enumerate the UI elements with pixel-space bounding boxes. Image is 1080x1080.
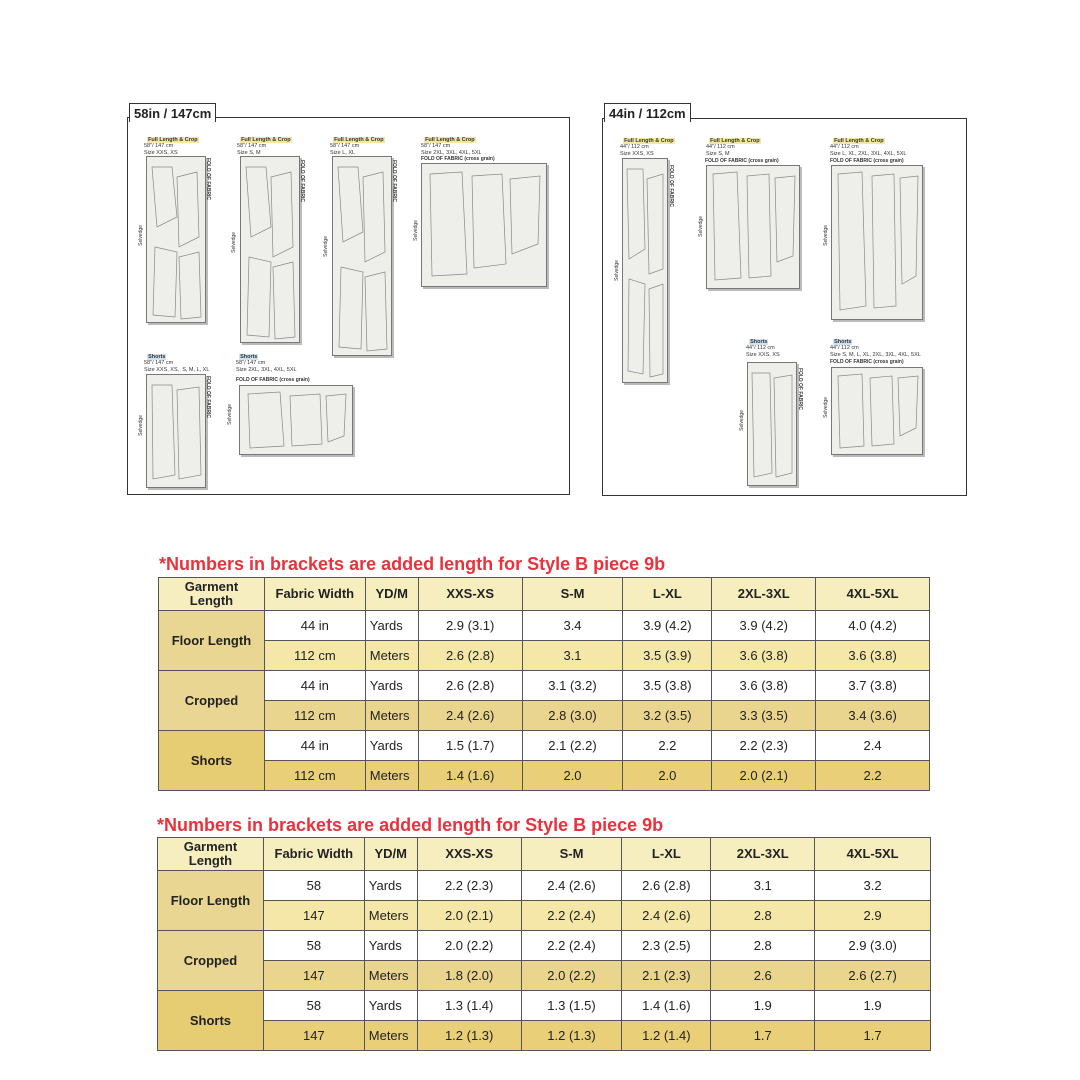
unit-cell: Yards xyxy=(364,991,417,1021)
table-row xyxy=(159,731,930,761)
selvedge-label: Selvedge xyxy=(413,220,419,241)
layout-label: Shorts 58"/ 147 cm Size XXS, XS, S, M, L, XL xyxy=(144,353,210,373)
cutting-layout-diagram xyxy=(706,165,800,289)
selvedge-label: Selvedge xyxy=(823,225,829,246)
value-cell: 3.1 (3.2) xyxy=(522,671,623,701)
fabric-width-cell: 58 xyxy=(263,871,364,901)
unit-cell: Yards xyxy=(364,931,417,961)
col-header: L-XL xyxy=(623,578,712,611)
value-cell: 2.0 (2.2) xyxy=(417,931,521,961)
table-row xyxy=(158,991,931,1021)
yardage-table-44in xyxy=(158,577,930,791)
cutting-layout-diagram xyxy=(332,156,392,356)
col-header: S-M xyxy=(522,578,623,611)
value-cell: 2.0 xyxy=(623,761,712,791)
fold-cross-label: FOLD OF FABRIC (cross grain) xyxy=(830,158,904,164)
fabric-width-cell: 58 xyxy=(263,991,364,1021)
unit-cell: Meters xyxy=(364,1021,417,1051)
unit-cell: Yards xyxy=(365,611,418,641)
col-header: YD/M xyxy=(365,578,418,611)
fabric-width-cell: 44 in xyxy=(264,731,365,761)
fabric-width-cell: 44 in xyxy=(264,671,365,701)
panel-title-44in: 44in / 112cm xyxy=(604,103,691,122)
cutting-layout-diagram xyxy=(146,374,206,488)
value-cell: 2.6 (2.8) xyxy=(418,641,522,671)
layout-label: Shorts 58"/ 147 cm Size 2XL, 3XL, 4XL, 5XL xyxy=(236,353,297,373)
cutting-layout-diagram xyxy=(146,156,206,323)
value-cell: 2.2 (2.4) xyxy=(521,901,622,931)
fabric-width-cell: 58 xyxy=(263,931,364,961)
value-cell: 3.7 (3.8) xyxy=(816,671,930,701)
unit-cell: Meters xyxy=(364,901,417,931)
cutting-layout-diagram xyxy=(831,367,923,455)
cutting-layout-diagram xyxy=(239,385,353,455)
value-cell: 3.2 (3.5) xyxy=(623,701,712,731)
selvedge-label: Selvedge xyxy=(231,232,237,253)
cutting-layout-diagram xyxy=(747,362,797,486)
selvedge-label: Selvedge xyxy=(614,260,620,281)
col-header: L-XL xyxy=(622,838,711,871)
value-cell: 3.5 (3.8) xyxy=(623,671,712,701)
value-cell: 1.5 (1.7) xyxy=(418,731,522,761)
fabric-width-cell: 147 xyxy=(263,901,364,931)
layout-label: Full Length & Crop 58"/ 147 cm Size 2XL, 3XL, 4XL, 5XL xyxy=(421,136,482,156)
selvedge-label: Selvedge xyxy=(323,236,329,257)
fold-cross-label: FOLD OF FABRIC (cross grain) xyxy=(421,156,495,162)
value-cell: 3.4 (3.6) xyxy=(816,701,930,731)
table-row xyxy=(158,931,931,961)
col-header: 2XL-3XL xyxy=(712,578,816,611)
col-header: Fabric Width xyxy=(263,838,364,871)
value-cell: 2.2 xyxy=(623,731,712,761)
col-header: 4XL-5XL xyxy=(815,838,931,871)
fold-label: FOLD OF FABRIC xyxy=(668,165,674,207)
fabric-width-cell: 44 in xyxy=(264,611,365,641)
table-row xyxy=(159,671,930,701)
value-cell: 2.4 xyxy=(816,731,930,761)
cutting-layout-diagram xyxy=(421,163,547,287)
value-cell: 2.8 (3.0) xyxy=(522,701,623,731)
value-cell: 2.0 xyxy=(522,761,623,791)
fold-cross-label: FOLD OF FABRIC (cross grain) xyxy=(830,359,904,365)
table-row xyxy=(159,761,930,791)
value-cell: 2.6 xyxy=(711,961,815,991)
unit-cell: Yards xyxy=(364,871,417,901)
table-header-row xyxy=(158,838,931,871)
fold-label: FOLD OF FABRIC xyxy=(391,160,397,202)
value-cell: 1.7 xyxy=(815,1021,931,1051)
layout-label: Full Length & Crop 58"/ 147 cm Size S, M xyxy=(237,136,291,156)
value-cell: 3.1 xyxy=(711,871,815,901)
group-label: Shorts xyxy=(158,991,264,1051)
table-row xyxy=(158,961,931,991)
value-cell: 3.6 (3.8) xyxy=(816,641,930,671)
cutting-layout-diagram xyxy=(240,156,300,343)
selvedge-label: Selvedge xyxy=(227,404,233,425)
value-cell: 2.0 (2.1) xyxy=(712,761,816,791)
value-cell: 2.4 (2.6) xyxy=(521,871,622,901)
value-cell: 2.9 (3.1) xyxy=(418,611,522,641)
layout-label: Shorts 44"/ 112 cm Size XXS, XS xyxy=(746,338,780,358)
value-cell: 3.4 xyxy=(522,611,623,641)
group-label: Cropped xyxy=(159,671,265,731)
fold-label: FOLD OF FABRIC xyxy=(205,158,211,200)
value-cell: 1.3 (1.4) xyxy=(417,991,521,1021)
value-cell: 3.1 xyxy=(522,641,623,671)
value-cell: 2.0 (2.1) xyxy=(417,901,521,931)
value-cell: 3.9 (4.2) xyxy=(623,611,712,641)
value-cell: 1.4 (1.6) xyxy=(622,991,711,1021)
value-cell: 2.4 (2.6) xyxy=(418,701,522,731)
unit-cell: Meters xyxy=(364,961,417,991)
value-cell: 3.9 (4.2) xyxy=(712,611,816,641)
col-header: XXS-XS xyxy=(418,578,522,611)
panel-title-58in: 58in / 147cm xyxy=(129,103,216,122)
value-cell: 1.3 (1.5) xyxy=(521,991,622,1021)
col-header: Garment Length xyxy=(159,578,265,611)
fabric-width-cell: 112 cm xyxy=(264,761,365,791)
selvedge-label: Selvedge xyxy=(739,410,745,431)
table-row xyxy=(159,611,930,641)
table-row xyxy=(158,1021,931,1051)
table-row xyxy=(158,871,931,901)
cutting-layout-diagram xyxy=(622,158,668,383)
fabric-width-cell: 147 xyxy=(263,961,364,991)
selvedge-label: Selvedge xyxy=(138,225,144,246)
table-row xyxy=(158,901,931,931)
table-note: *Numbers in brackets are added length for Style B piece 9b xyxy=(157,815,664,835)
value-cell: 1.4 (1.6) xyxy=(418,761,522,791)
fold-label: FOLD OF FABRIC xyxy=(299,160,305,202)
value-cell: 2.1 (2.2) xyxy=(522,731,623,761)
col-header: YD/M xyxy=(364,838,417,871)
fold-cross-label: FOLD OF FABRIC (cross grain) xyxy=(236,377,310,383)
col-header: Garment Length xyxy=(158,838,264,871)
layout-label: Full Length & Crop 44"/ 112 cm Size XXS, XS xyxy=(620,137,674,157)
table-note: *Numbers in brackets are added length for Style B piece 9b xyxy=(159,554,666,574)
unit-cell: Meters xyxy=(365,761,418,791)
value-cell: 1.7 xyxy=(711,1021,815,1051)
fold-label: FOLD OF FABRIC xyxy=(205,376,211,418)
col-header: 4XL-5XL xyxy=(816,578,930,611)
cutting-layout-diagram xyxy=(831,165,923,320)
selvedge-label: Selvedge xyxy=(138,415,144,436)
value-cell: 2.8 xyxy=(711,931,815,961)
col-header: XXS-XS xyxy=(417,838,521,871)
value-cell: 2.3 (2.5) xyxy=(622,931,711,961)
unit-cell: Meters xyxy=(365,701,418,731)
value-cell: 2.6 (2.8) xyxy=(622,871,711,901)
value-cell: 1.9 xyxy=(815,991,931,1021)
value-cell: 2.9 xyxy=(815,901,931,931)
selvedge-label: Selvedge xyxy=(823,397,829,418)
table-row xyxy=(159,641,930,671)
value-cell: 2.2 (2.4) xyxy=(521,931,622,961)
group-label: Floor Length xyxy=(159,611,265,671)
fold-label: FOLD OF FABRIC xyxy=(797,368,803,410)
value-cell: 4.0 (4.2) xyxy=(816,611,930,641)
col-header: Fabric Width xyxy=(264,578,365,611)
value-cell: 1.2 (1.4) xyxy=(622,1021,711,1051)
unit-cell: Meters xyxy=(365,641,418,671)
value-cell: 2.0 (2.2) xyxy=(521,961,622,991)
unit-cell: Yards xyxy=(365,671,418,701)
value-cell: 2.4 (2.6) xyxy=(622,901,711,931)
yardage-table-58in xyxy=(157,837,931,1051)
value-cell: 2.2 xyxy=(816,761,930,791)
col-header: S-M xyxy=(521,838,622,871)
value-cell: 2.8 xyxy=(711,901,815,931)
selvedge-label: Selvedge xyxy=(698,216,704,237)
value-cell: 3.6 (3.8) xyxy=(712,671,816,701)
value-cell: 1.8 (2.0) xyxy=(417,961,521,991)
fabric-width-cell: 112 cm xyxy=(264,641,365,671)
value-cell: 3.5 (3.9) xyxy=(623,641,712,671)
group-label: Cropped xyxy=(158,931,264,991)
col-header: 2XL-3XL xyxy=(711,838,815,871)
layout-label: Full Length & Crop 44"/ 112 cm Size S, M xyxy=(706,137,760,157)
value-cell: 2.1 (2.3) xyxy=(622,961,711,991)
value-cell: 2.6 (2.7) xyxy=(815,961,931,991)
value-cell: 3.3 (3.5) xyxy=(712,701,816,731)
value-cell: 1.9 xyxy=(711,991,815,1021)
layout-label: Shorts 44"/ 112 cm Size S, M, L, XL, 2XL, 3XL, 4XL, 5XL xyxy=(830,338,921,358)
unit-cell: Yards xyxy=(365,731,418,761)
value-cell: 2.2 (2.3) xyxy=(417,871,521,901)
value-cell: 1.2 (1.3) xyxy=(521,1021,622,1051)
group-label: Shorts xyxy=(159,731,265,791)
value-cell: 2.6 (2.8) xyxy=(418,671,522,701)
layout-label: Full Length & Crop 58"/ 147 cm Size XXS, XS xyxy=(144,136,198,156)
fold-cross-label: FOLD OF FABRIC (cross grain) xyxy=(705,158,779,164)
value-cell: 2.2 (2.3) xyxy=(712,731,816,761)
fabric-width-cell: 112 cm xyxy=(264,701,365,731)
value-cell: 1.2 (1.3) xyxy=(417,1021,521,1051)
layout-label: Full Length & Crop 58"/ 147 cm Size L, XL xyxy=(330,136,384,156)
fabric-width-cell: 147 xyxy=(263,1021,364,1051)
table-row xyxy=(159,701,930,731)
value-cell: 2.9 (3.0) xyxy=(815,931,931,961)
group-label: Floor Length xyxy=(158,871,264,931)
table-header-row xyxy=(159,578,930,611)
value-cell: 3.2 xyxy=(815,871,931,901)
value-cell: 3.6 (3.8) xyxy=(712,641,816,671)
layout-label: Full Length & Crop 44"/ 112 cm Size L, XL, 2XL, 3XL, 4XL, 5XL xyxy=(830,137,907,157)
